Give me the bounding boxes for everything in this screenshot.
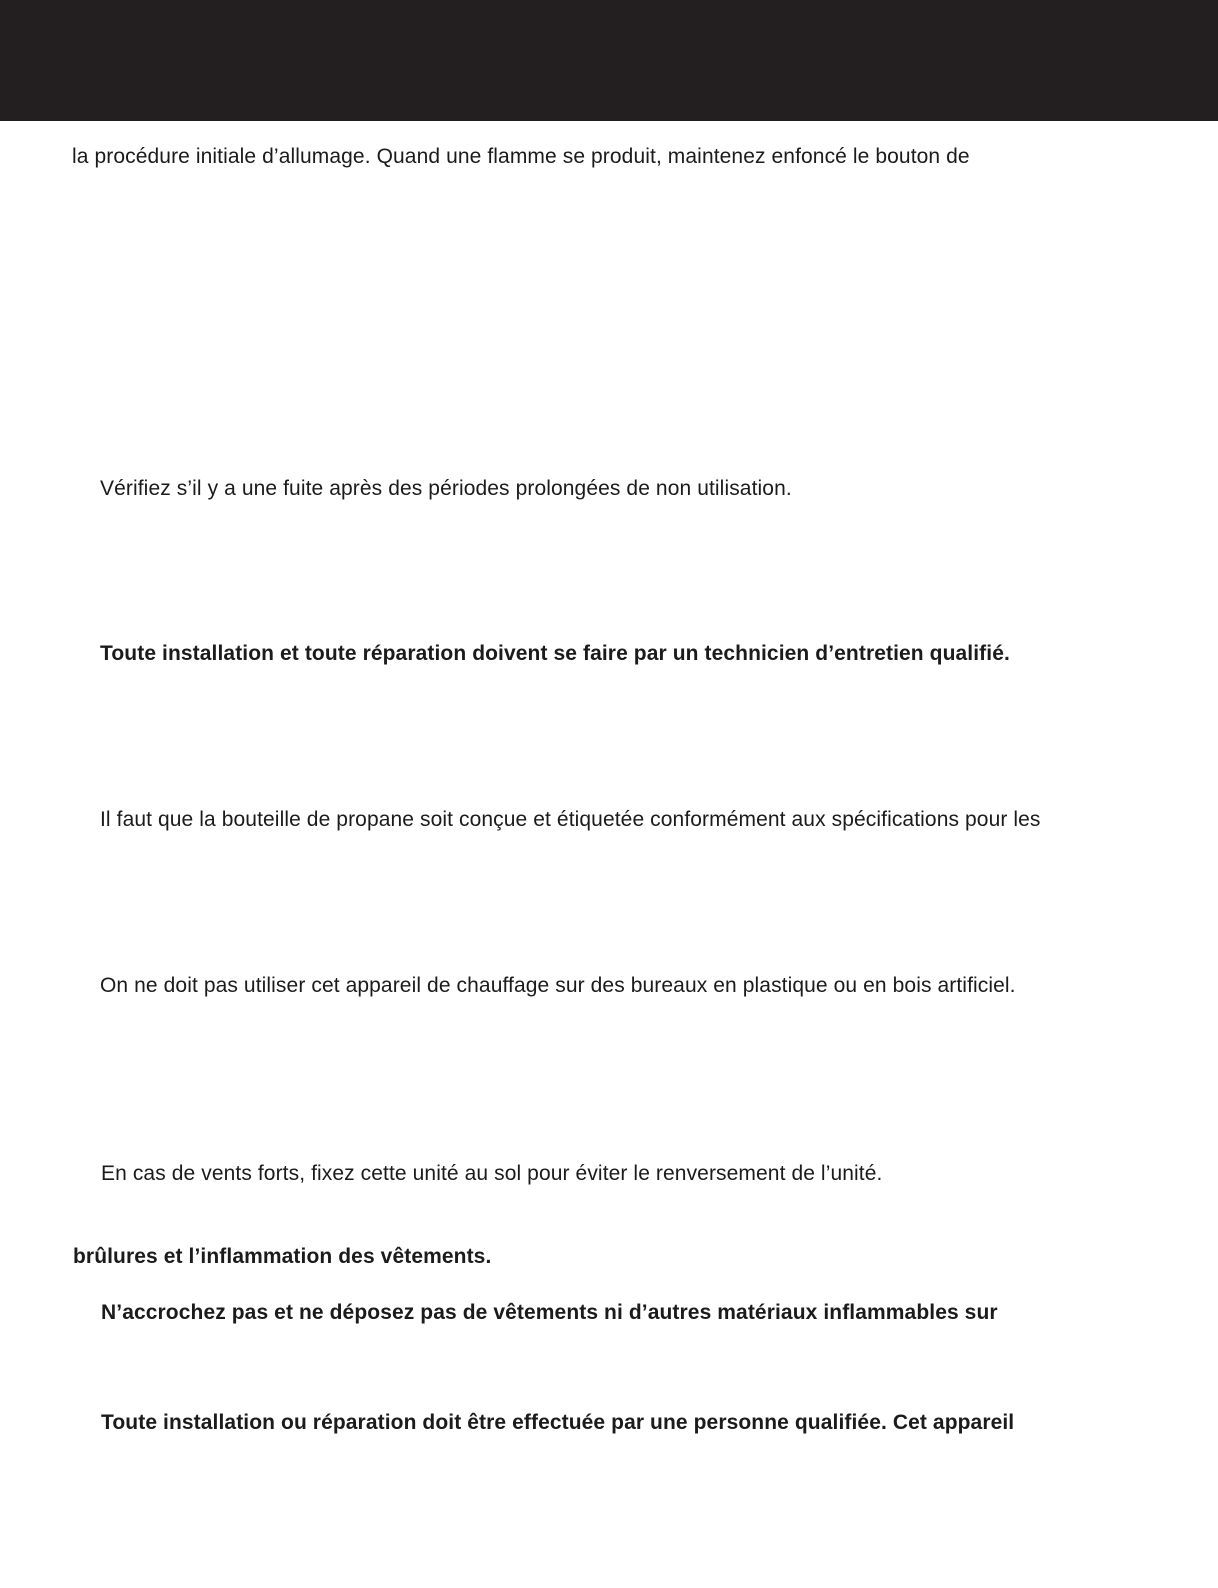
text-line-qualified-person: Toute installation ou réparation doit être effectuée par une personne qualifiée. Cet appareil <box>101 1411 1015 1434</box>
text-line-flammable-materials: N’accrochez pas et ne déposez pas de vêtements ni d’autres matériaux inflammables sur <box>101 1301 998 1324</box>
text-line-leak-check: Vérifiez s’il y a une fuite après des périodes prolongées de non utilisation. <box>100 477 792 500</box>
text-line-burns-clothing: brûlures et l’inflammation des vêtements. <box>73 1245 492 1268</box>
text-line-qualified-technician: Toute installation et toute réparation doivent se faire par un technicien d’entretien qualifié. <box>100 642 1010 665</box>
text-line-ignition-procedure: la procédure initiale d’allumage. Quand une flamme se produit, maintenez enfoncé le bouton de <box>72 145 970 168</box>
text-line-plastic-wood-surfaces: On ne doit pas utiliser cet appareil de chauffage sur des bureaux en plastique ou en bois artificiel. <box>100 974 1016 997</box>
text-line-propane-cylinder: Il faut que la bouteille de propane soit conçue et étiquetée conformément aux spécifications pour les <box>100 808 1041 831</box>
text-line-strong-winds: En cas de vents forts, fixez cette unité au sol pour éviter le renversement de l’unité. <box>101 1162 883 1185</box>
header-bar <box>0 0 1218 121</box>
